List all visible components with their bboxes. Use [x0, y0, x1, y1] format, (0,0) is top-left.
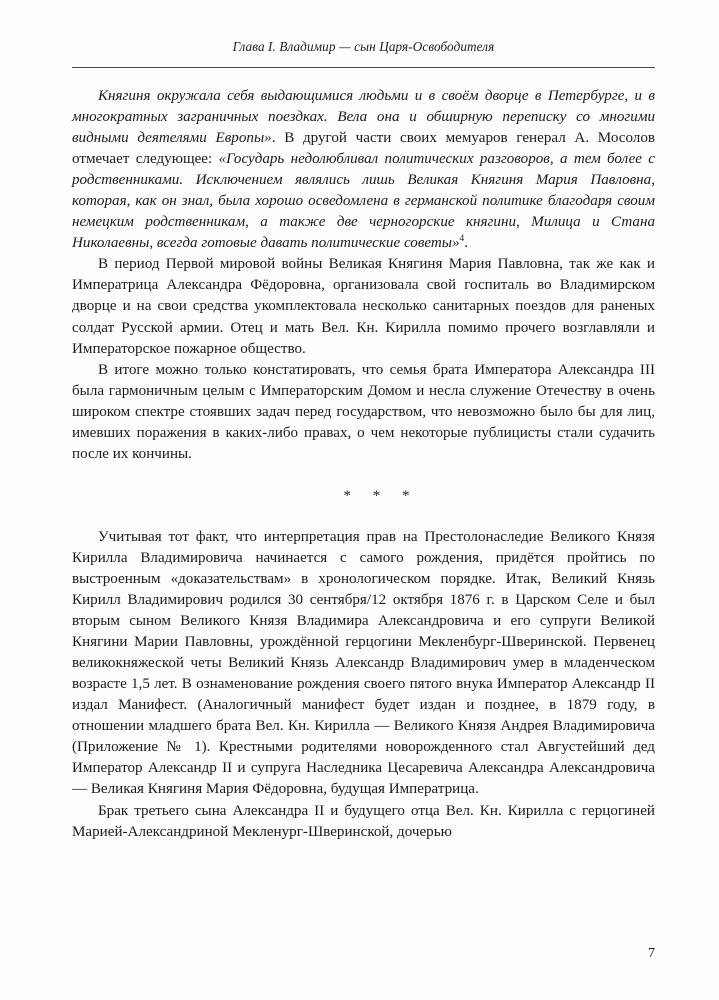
paragraph-text: В итоге можно только констатировать, что семья брата Императора Александра III была гармоничным целым с Императорским Домом и несла служение Отечеству в очень широком спектре стоявших задач перед государством, что невозможно было бы для лиц, имевших поражения в каких-либо правах, о чем некоторые публицисты стали судачить после их кончины. — [72, 361, 655, 462]
page-number: 7 — [648, 946, 655, 961]
header-rule — [72, 67, 655, 68]
paragraph-conclusion — [72, 360, 655, 465]
quote-run-2: «Государь недолюбливал политических разговоров, а тем более с родственниками. Исключением являлись лишь Великая Княгиня Мария Павловна, которая, как он знал, была хорошо осведомлена в германской политике благодаря своим немецким родственникам, а также две черногорские княгини, Милица и Стана Николаевны, всегда готовые давать политические советы» — [72, 151, 656, 252]
paragraph-marriage — [72, 801, 655, 843]
section-divider-asterisks: * * * — [343, 487, 419, 504]
running-header: Глава I. Владимир — сын Царя-Освободителя — [232, 39, 495, 54]
paragraph-quote-mosolov — [72, 86, 655, 254]
paragraph-text: Учитывая тот факт, что интерпретация прав на Престолонаследие Великого Князя Кирилла Владимировича начинается с самого рождения, придётся пройтись по выстроенным «доказательствам» в хронологическом порядке. Итак, Великий Князь Кирилл Владимирович родился 30 сентября/12 октября 1876 г. в Царском Селе и был вторым сыном Великого Князя Владимира Александровича и его супруги Великой Княгини Марии Павловны, урождённой герцогини Мекленбург-Шверинской. Первенец великокняжеской четы Великий Князь Александр Владимирович умер в младенческом возрасте 1,5 лет. В ознаменование рождения своего пятого внука Император Александр II издал Манифест. (Аналогичный манифест будет издан и позднее, в 1879 году, в отношении младшего брата Вел. Кн. Кирилла — Великого Князя Андрея Владимировича (Приложение № 1). Крестными родителями новорожденного стал Августейший дед Император Александр II и супруга Наследника Цесаревича Александра Александровича — Великая Княгиня Мария Фёдоровна, будущая Императрица. — [72, 528, 655, 798]
paragraph-wwi-hospital — [72, 254, 655, 359]
paragraph-text: В период Первой мировой войны Великая Княгиня Мария Павловна, так же как и Императрица Александра Фёдоровна, организовала свой госпиталь во Владимирском дворце и на свои средства укомплектовала несколько санитарных поездов для раненых солдат Русской армии. Отец и мать Вел. Кн. Кирилла помимо прочего возглавляли и Императорское пожарное общество. — [72, 256, 655, 357]
divider-spacer-bottom — [72, 507, 655, 527]
footnote-marker[interactable]: 4 — [459, 234, 465, 245]
plain-run-2: . — [464, 235, 469, 252]
quote-run-1: Княгиня окружала себя выдающимися людьми и в своём дворце в Петербурге, и в многократных заграничных поездках. Вела она и обширную переписку со многими видными деятелями Европы» — [72, 88, 655, 147]
paragraph-succession-chronology — [72, 527, 655, 801]
paragraph-text: Брак третьего сына Александра II и будущего отца Вел. Кн. Кирилла с герцогиней Марией-Александриной Мекленург-Шверинской, дочерью — [72, 802, 655, 840]
plain-run-1: . В другой части своих мемуаров генерал А. Мосолов отмечает следующее: — [72, 130, 656, 168]
body-text-block — [72, 86, 655, 843]
divider-spacer-top — [72, 465, 655, 486]
